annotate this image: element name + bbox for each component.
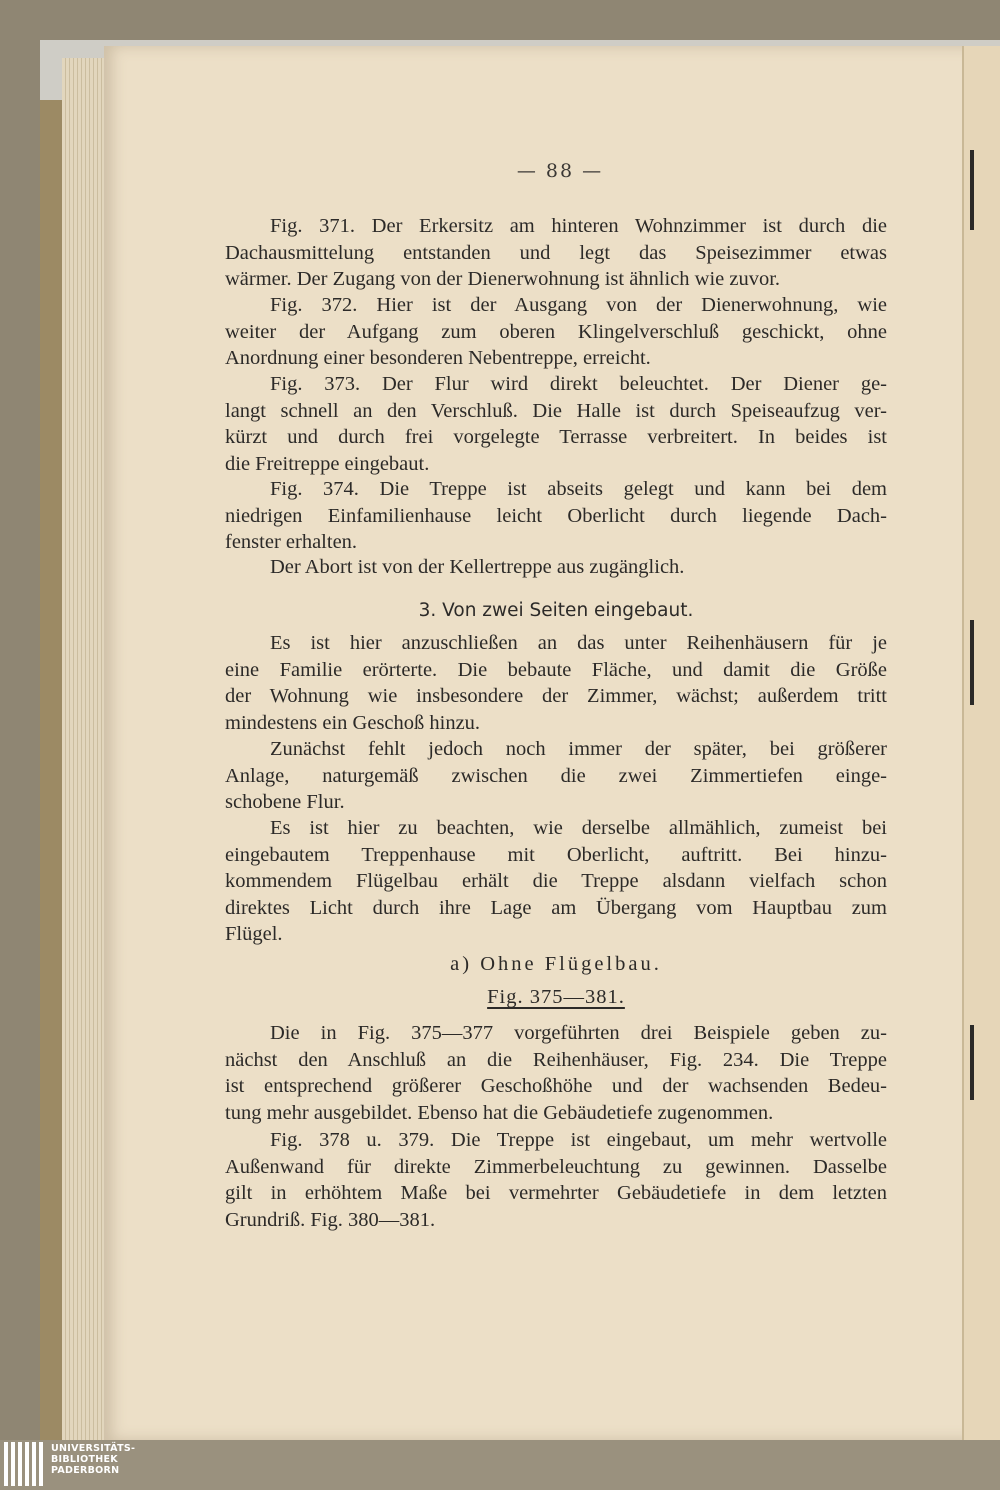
text-line: Grundriß. Fig. 380—381. xyxy=(225,1208,436,1231)
text-line: Fig. 378 u. 379. Die Treppe ist eingebaut, um mehr wertvolle xyxy=(270,1129,887,1151)
paragraph xyxy=(225,213,887,293)
paragraph xyxy=(225,1127,887,1233)
text-line: Anlage, naturgemäß zwischen die zwei Zimmertiefen einge- xyxy=(225,764,887,787)
page-tab-mark xyxy=(970,1025,974,1100)
text-line: Fig. 371. Der Erkersitz am hinteren Wohnzimmer ist durch die xyxy=(270,215,887,237)
figure-reference xyxy=(225,986,887,1009)
page-tab-mark xyxy=(970,620,974,705)
text-line: Fig. 373. Der Flur wird direkt beleuchtet. Der Diener ge- xyxy=(270,373,887,395)
library-name-line: UNIVERSITÄTS- xyxy=(51,1443,136,1454)
text-line: Der Abort ist von der Kellertreppe aus zugänglich. xyxy=(270,556,685,578)
text-line: die Freitreppe eingebaut. xyxy=(225,452,430,475)
text-line: kommendem Flügelbau erhält die Treppe alsdann vielfach schon xyxy=(225,870,887,892)
text-line: weiter der Aufgang zum oberen Klingelverschluß geschickt, ohne xyxy=(225,320,887,343)
text-line: langt schnell an den Verschluß. Die Halle ist durch Speiseaufzug ver- xyxy=(225,399,887,422)
section-heading: 3. Von zwei Seiten eingebaut. xyxy=(418,600,694,621)
text-line: Dachausmittelung entstanden und legt das Speisezimmer etwas xyxy=(225,241,887,264)
text-line: fenster erhalten. xyxy=(225,531,358,553)
text-line: Flügel. xyxy=(225,923,283,945)
paragraph xyxy=(225,371,887,477)
library-footer xyxy=(0,1440,1000,1490)
text-line: mindestens ein Geschoß hinzu. xyxy=(225,711,481,734)
text-line: nächst den Anschluß an die Reihenhäuser, Fig. 234. Die Treppe xyxy=(225,1048,887,1071)
text-line: Außenwand für direkte Zimmerbeleuchtung zu gewinnen. Dasselbe xyxy=(225,1155,887,1178)
text-line: niedrigen Einfamilienhause leicht Oberlicht durch liegende Dach- xyxy=(225,504,887,527)
text-line: Die in Fig. 375—377 vorgeführten drei Beispiele geben zu- xyxy=(270,1022,887,1044)
text-line: Fig. 374. Die Treppe ist abseits gelegt und kann bei dem xyxy=(270,478,887,500)
library-name-line: PADERBORN xyxy=(51,1465,120,1476)
subsection-heading: a) Ohne Flügelbau. xyxy=(450,953,662,975)
page-tab-mark xyxy=(970,150,974,230)
text-line: schobene Flur. xyxy=(225,791,345,813)
next-page-edge xyxy=(962,46,1000,1440)
library-logo-icon xyxy=(4,1442,43,1486)
paragraph xyxy=(225,736,887,816)
text-line: eine Familie erörterte. Die bebaute Fläche, und damit die Größe xyxy=(225,658,887,681)
paragraph xyxy=(225,476,887,556)
text-line: Zunächst fehlt jedoch noch immer der später, bei größerer xyxy=(270,738,887,760)
paragraph xyxy=(225,815,887,948)
text-line: Anordnung einer besonderen Nebentreppe, erreicht. xyxy=(225,347,651,369)
paragraph xyxy=(225,1020,887,1126)
text-line: direktes Licht durch ihre Lage am Übergang vom Hauptbau zum xyxy=(225,896,887,919)
text-line: eingebautem Treppenhause mit Oberlicht, auftritt. Bei hinzu- xyxy=(225,843,887,866)
text-line: Es ist hier anzuschließen an das unter Reihenhäusern für je xyxy=(270,632,887,654)
text-line: Fig. 372. Hier ist der Ausgang von der Dienerwohnung, wie xyxy=(270,294,887,316)
text-line: wärmer. Der Zugang von der Dienerwohnung ist ähnlich wie zuvor. xyxy=(225,268,781,290)
library-name xyxy=(51,1443,135,1476)
paragraph xyxy=(225,292,887,372)
text-line: der Wohnung wie insbesondere der Zimmer, wächst; außerdem tritt xyxy=(225,685,887,707)
text-line: ist entsprechend größerer Geschoßhöhe und der wachsenden Bedeu- xyxy=(225,1075,887,1097)
library-name-line: BIBLIOTHEK xyxy=(51,1454,118,1465)
text-line: Es ist hier zu beachten, wie derselbe allmählich, zumeist bei xyxy=(270,817,887,839)
text-line: gilt in erhöhtem Maße bei vermehrter Gebäudetiefe in dem letzten xyxy=(225,1182,887,1204)
paragraph xyxy=(225,630,887,736)
text-line: kürzt und durch frei vorgelegte Terrasse verbreitert. In beides ist xyxy=(225,426,887,448)
paragraph xyxy=(225,554,887,581)
text-line: tung mehr ausgebildet. Ebenso hat die Gebäudetiefe zugenommen. xyxy=(225,1101,774,1124)
page-number: — 88 — xyxy=(516,160,604,182)
figure-reference-text: Fig. 375—381. xyxy=(487,986,625,1008)
